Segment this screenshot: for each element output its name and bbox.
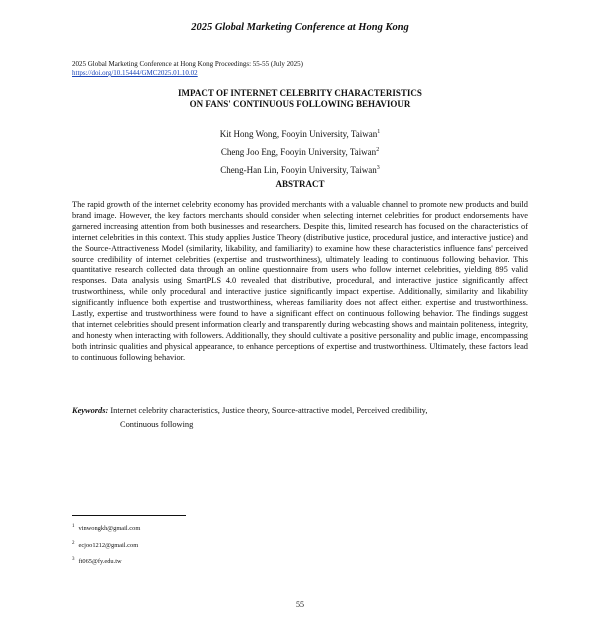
- footnote-marker: 1: [72, 524, 75, 529]
- footnotes: [72, 520, 140, 570]
- paper-title-line-1: IMPACT OF INTERNET CELEBRITY CHARACTERISTICS: [178, 88, 422, 98]
- author-name: Cheng Joo Eng, Fooyin University, Taiwan: [220, 147, 377, 157]
- footnote: [72, 537, 140, 554]
- running-header: 2025 Global Marketing Conference at Hong Kong: [191, 22, 409, 33]
- footnote: [72, 520, 140, 537]
- author-name: Cheng-Han Lin, Fooyin University, Taiwan: [220, 165, 377, 175]
- page-number: 55: [296, 600, 304, 609]
- footnote-marker: 3: [376, 165, 380, 171]
- footnote-marker: 2: [72, 540, 75, 546]
- footnote: [72, 553, 140, 570]
- keywords-line-1: Internet celebrity characteristics, Justice theory, Source-attractive model, Perceived credibility,: [110, 406, 428, 415]
- abstract-body: The rapid growth of the internet celebrity economy has provided merchants with a valuable channel to promote new products and build brand image. However, the key factors merchants should consider when selecting internet celebrities for product endorsements have garnered increasing attention from both businesses and researchers. Despite this, limited research has focused on the characteristics of internet celebrities in this context. This study applies Justice Theory (distributive justice, procedural justice, and interactive justice) and the Source-Attractiveness Model (similarity, likability, and familiarity) to examine how these characteristics influence fans' perceived source credibility of internet celebrities (expertise and trustworthiness), ultimately leading to continuous following behavior. This quantitative research collected data through an online questionnaire from users who follow internet celebrities, yielding 895 valid responses. Data analysis using SmartPLS 4.0 revealed that distributive, procedural, and interactive justice significantly affect trustworthiness, while only procedural and interactive justice significantly impact expertise. Additionally, similarity and likability significantly influence both expertise and trustworthiness, whereas familiarity does not affect either. expertise and trustworthiness. Lastly, expertise and trustworthiness were found to have a significant effect on continuous following behavior. The findings suggest that internet celebrities should present information clearly and transparently during webcasting shows and maintain politeness, integrity, and honesty when interacting with followers. Additionally, they should cultivate a positive personality and public image, encompassing both intrinsic qualities and physical appearance, to enhance perceptions of expertise and trustworthiness. Ultimately, these factors lead to continuous following behavior.: [72, 200, 529, 362]
- footnote-marker: 3: [72, 557, 75, 563]
- footnote-email: vinwongkh@gmail.com: [78, 525, 141, 533]
- keywords: [72, 404, 528, 432]
- keywords-label: Keywords: [72, 406, 106, 415]
- abstract-heading: ABSTRACT: [275, 179, 325, 189]
- paper-title-line-2: ON FANS' CONTINUOUS FOLLOWING BEHAVIOUR: [189, 99, 411, 109]
- author-line: [0, 160, 600, 178]
- footnote-marker: 2: [376, 147, 380, 153]
- proceedings-citation: 2025 Global Marketing Conference at Hong Kong Proceedings: 55-55 (July 2025): [72, 60, 303, 68]
- footnote-email: ecjoo1212@gmail.com: [78, 541, 139, 549]
- author-name: Kit Hong Wong, Fooyin University, Taiwan: [219, 129, 378, 139]
- footnote-email: ft065@fy.edu.tw: [78, 558, 122, 566]
- proceedings-info: [72, 60, 303, 78]
- author-list: [0, 124, 600, 178]
- keywords-line-2: Continuous following: [120, 420, 194, 429]
- doi-link[interactable]: https://doi.org/10.15444/GMC2025.01.10.02: [72, 69, 198, 77]
- paper-title: [0, 88, 600, 110]
- footnote-divider: [72, 515, 186, 516]
- author-line: [0, 124, 600, 142]
- footnote-marker: 1: [377, 129, 381, 135]
- keywords-colon: :: [105, 406, 109, 415]
- author-line: [0, 142, 600, 160]
